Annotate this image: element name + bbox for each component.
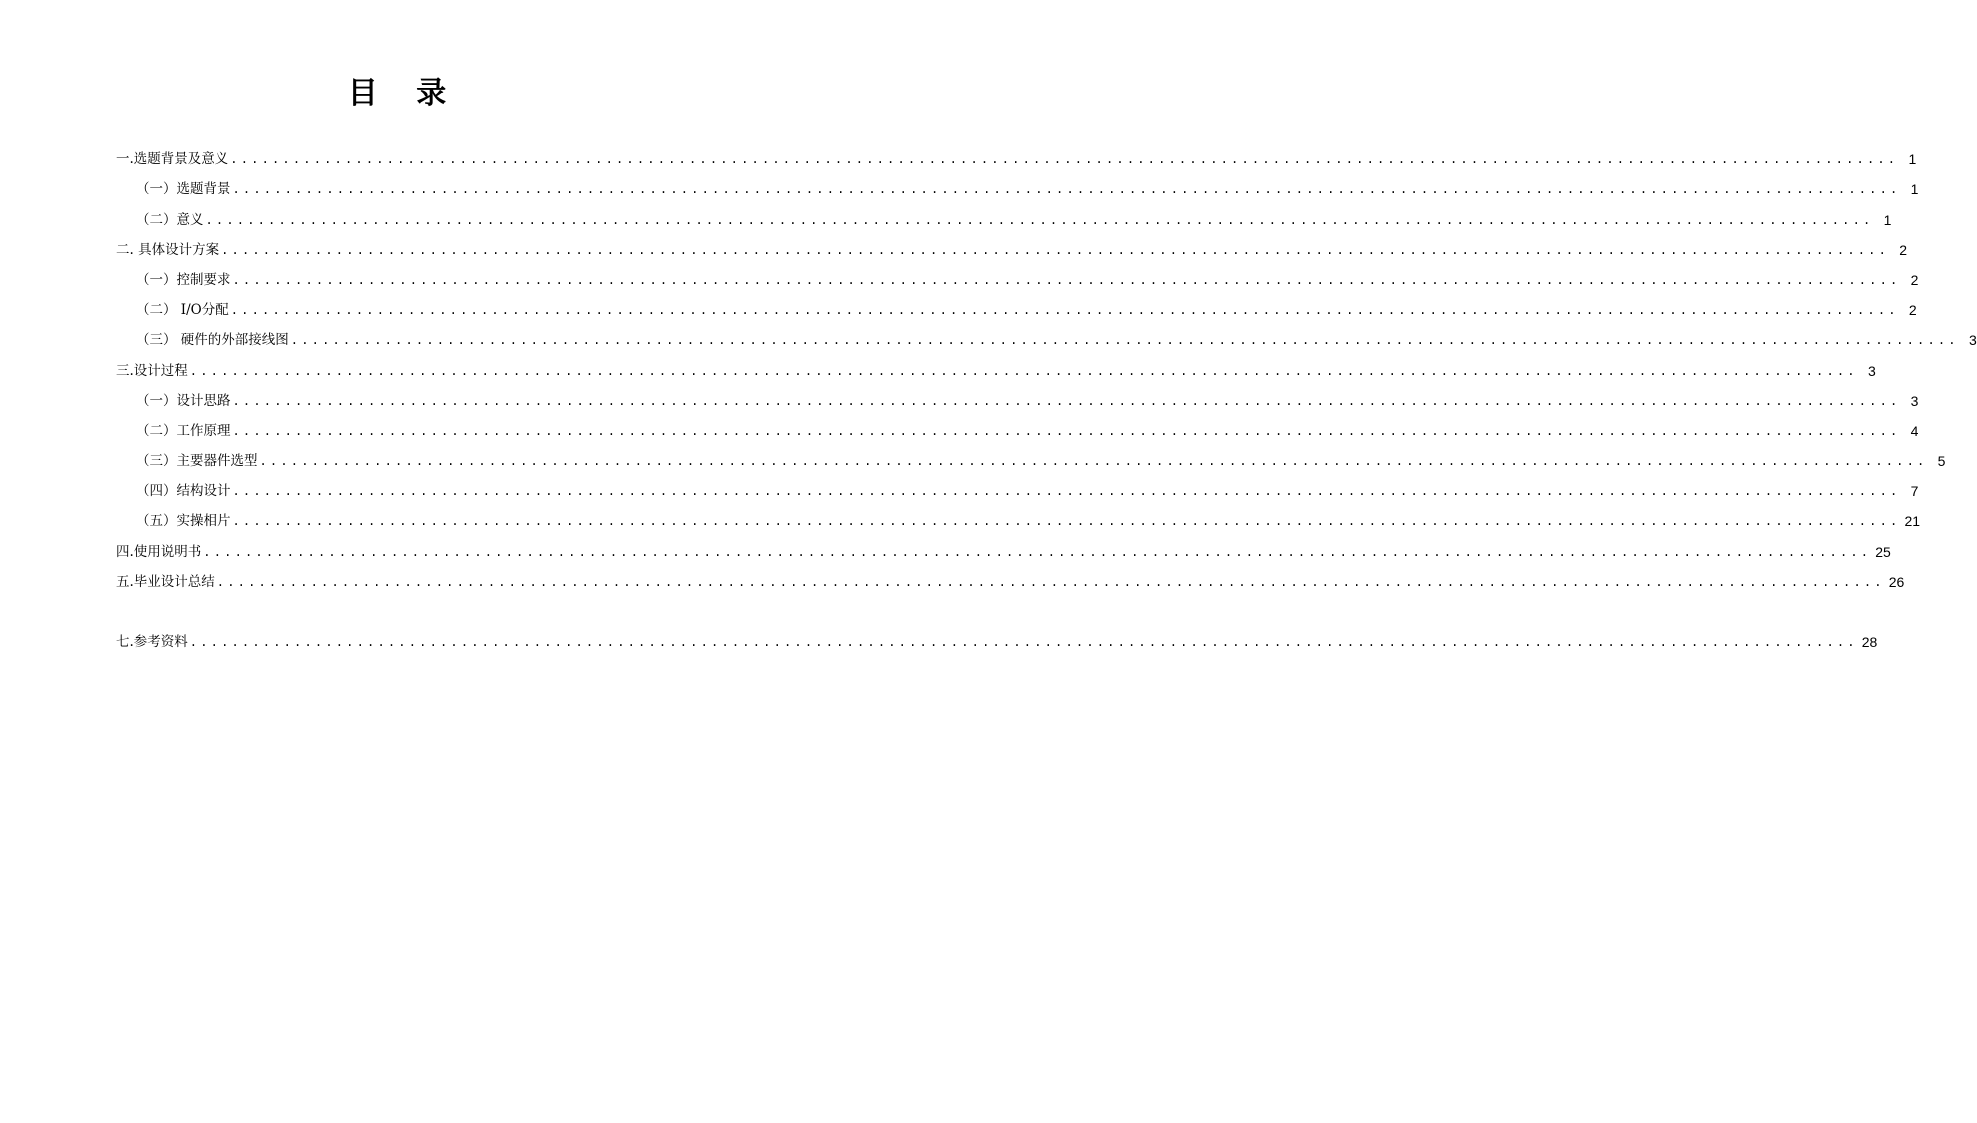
toc-leader-dots: ................................................................................................................................................................ (205, 212, 1874, 227)
toc-entry[interactable] (116, 443, 1946, 473)
toc-entry-label: 五.毕业设计总结 (116, 573, 215, 590)
page-title: 目 录 (347, 76, 461, 111)
toc-entry[interactable] (116, 232, 1908, 262)
toc-entry-label: （三） 硬件的外部接线图 (136, 332, 289, 349)
toc-leader-dots: ................................................................................................................................................................ (232, 423, 1901, 438)
toc-entry-page: 21 (1904, 513, 1921, 530)
toc-entry[interactable] (116, 352, 1876, 382)
toc-entry-page: 28 (1861, 634, 1878, 650)
toc-entry-page: 1 (1908, 151, 1917, 168)
toc-entry-page: 4 (1910, 422, 1919, 439)
toc-entry[interactable] (116, 473, 1919, 503)
toc-entry[interactable] (116, 564, 1905, 594)
toc-entry-label: 三.设计过程 (116, 362, 188, 379)
toc-entry-label: （一）选题背景 (136, 181, 231, 198)
toc-leader-dots: ................................................................................................................................................................ (232, 514, 1901, 529)
toc-leader-dots: ................................................................................................................................................................ (232, 182, 1901, 197)
toc-entry-label: （一）控制要求 (136, 271, 231, 288)
toc-leader-dots: ................................................................................................................................................................ (189, 635, 1858, 649)
toc-leader-dots: ................................................................................................................................................................ (232, 484, 1901, 499)
toc-entry-page: 25 (1875, 543, 1891, 560)
toc-leader-dots: ................................................................................................................................................................ (259, 454, 1928, 469)
toc-entry-page: 3 (1968, 332, 1977, 349)
toc-entry-page: 5 (1937, 453, 1946, 470)
toc-entry[interactable] (116, 503, 1921, 533)
toc-entry-label: （二） I/O分配 (136, 302, 229, 319)
toc-entry[interactable] (116, 533, 1891, 563)
toc-entry-label: （二）意义 (136, 211, 204, 228)
toc-entry-page: 1 (1910, 181, 1919, 198)
toc-leader-dots: ................................................................................................................................................................ (216, 574, 1885, 589)
toc-entry-label: （二）工作原理 (136, 422, 231, 439)
toc-entry-page: 26 (1888, 573, 1905, 590)
toc-entry[interactable] (116, 624, 1878, 654)
toc-entry-page: 2 (1910, 271, 1919, 288)
toc-entry-label: （三）主要器件选型 (136, 453, 258, 470)
toc-entry-page: 7 (1910, 483, 1919, 500)
toc-leader-dots: ................................................................................................................................................................ (203, 544, 1872, 559)
toc-entry-label: 四.使用说明书 (116, 543, 202, 560)
toc-entry-page: 3 (1867, 362, 1876, 379)
toc-entry[interactable] (116, 262, 1919, 292)
toc-leader-dots: ................................................................................................................................................................ (230, 152, 1899, 167)
toc-entry-page: 1 (1883, 211, 1892, 228)
toc-leader-dots: ................................................................................................................................................................ (221, 242, 1890, 257)
toc-leader-dots: ................................................................................................................................................................ (232, 393, 1901, 408)
toc-entry[interactable] (116, 171, 1919, 201)
toc-entry-label: 七.参考资料 (116, 634, 188, 650)
toc-entry-label: 二. 具体设计方案 (116, 241, 220, 258)
toc-entry[interactable] (116, 322, 1977, 352)
toc-entry-label: （一）设计思路 (136, 392, 231, 409)
toc-entry-page: 3 (1910, 392, 1919, 409)
toc-entry-label: （四）结构设计 (136, 483, 231, 500)
toc-entry-page: 2 (1908, 302, 1917, 319)
toc-leader-dots: ................................................................................................................................................................ (290, 333, 1959, 348)
table-of-contents (116, 141, 1977, 654)
toc-entry-label: （五）实操相片 (136, 513, 231, 530)
toc-entry[interactable] (116, 141, 1917, 171)
toc-entry[interactable] (116, 413, 1919, 443)
toc-entry[interactable] (116, 292, 1917, 322)
toc-entry-label: 一.选题背景及意义 (116, 151, 229, 168)
toc-entry-page: 2 (1899, 241, 1908, 258)
toc-entry[interactable] (116, 201, 1892, 231)
toc-leader-dots: ................................................................................................................................................................ (230, 303, 1899, 318)
toc-entry[interactable] (116, 383, 1919, 413)
toc-leader-dots: ................................................................................................................................................................ (232, 272, 1901, 287)
toc-leader-dots: ................................................................................................................................................................ (189, 363, 1858, 378)
